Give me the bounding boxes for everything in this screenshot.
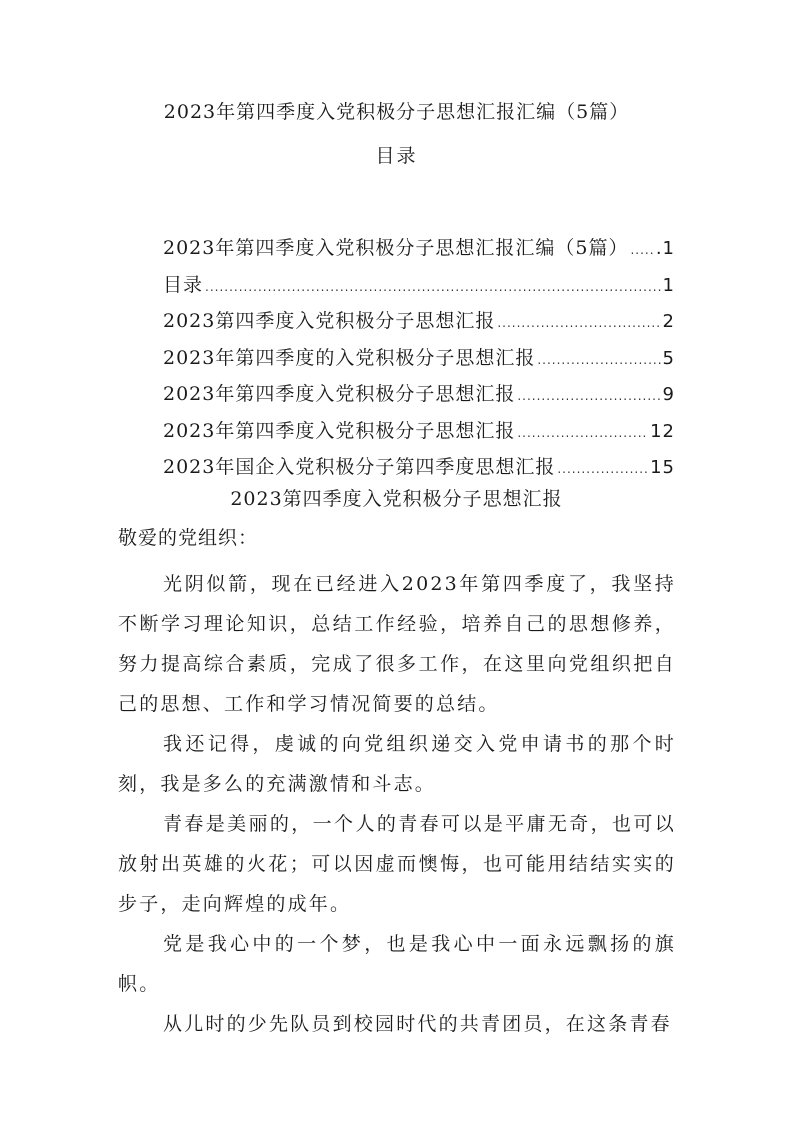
toc-entry-text: 2023年国企入党积极分子第四季度思想汇报 — [163, 456, 556, 478]
toc-entry-page: 1 — [662, 274, 675, 296]
toc-heading: 目录 — [375, 145, 418, 167]
toc-entry-page: 2 — [662, 311, 675, 332]
toc-entry[interactable] — [163, 413, 675, 450]
paragraph: 青春是美丽的，一个人的青春可以是平庸无奇，也可以放射出英雄的火花；可以因虚而懊悔，也可能用结结实实的步子，走向辉煌的成年。 — [118, 813, 676, 915]
toc-leader-dots — [630, 232, 653, 268]
paragraph: 党是我心中的一个梦，也是我心中一面永远飘扬的旗帜。 — [118, 933, 676, 995]
toc-leader-dots — [517, 378, 660, 414]
toc-leader-dots — [517, 415, 648, 451]
toc-leader-dots — [497, 305, 660, 341]
toc-entry[interactable] — [163, 230, 675, 267]
toc-entry[interactable] — [163, 303, 675, 340]
toc-entry-page: 12 — [650, 420, 675, 442]
table-of-contents — [163, 230, 675, 486]
toc-entry-text: 目录 — [163, 273, 204, 296]
toc-entry-page: 5 — [662, 347, 675, 369]
toc-entry-text: 2023年第四季度入党积极分子思想汇报汇编（5篇） — [163, 237, 629, 259]
toc-leader-dots — [557, 451, 648, 487]
salutation: 敬爱的党组织： — [118, 527, 259, 549]
section-title: 2023第四季度入党积极分子思想汇报 — [230, 488, 563, 510]
toc-entry[interactable] — [163, 340, 675, 377]
paragraph: 从儿时的少先队员到校园时代的共青团员，在这条青春 — [163, 1013, 672, 1035]
toc-entry[interactable] — [163, 376, 675, 413]
toc-entry-text: 2023第四季度入党积极分子思想汇报 — [163, 310, 496, 332]
toc-entry[interactable] — [163, 267, 675, 304]
paragraph: 我还记得，虔诚的向党组织递交入党申请书的那个时刻，我是多么的充满激情和斗志。 — [118, 733, 676, 795]
toc-entry-text: 2023年第四季度入党积极分子思想汇报 — [163, 383, 516, 405]
toc-entry-text: 2023年第四季度入党积极分子思想汇报 — [163, 419, 516, 442]
toc-entry-page: .1 — [655, 238, 675, 259]
toc-entry-text: 2023年第四季度的入党积极分子思想汇报 — [163, 346, 536, 369]
toc-entry-page: 15 — [650, 457, 675, 478]
toc-entry[interactable] — [163, 449, 675, 486]
toc-leader-dots — [537, 342, 660, 378]
document-title: 2023年第四季度入党积极分子思想汇报汇编（5篇） — [163, 101, 630, 123]
body-text — [118, 564, 676, 1044]
paragraph: 光阴似箭，现在已经进入2023年第四季度了，我坚持不断学习理论知识，总结工作经验，培养自己的思想修养，努力提高综合素质，完成了很多工作，在这里向党组织把自己的思想、工作和学习情况简要的总结。 — [118, 573, 676, 715]
toc-entry-page: 9 — [662, 384, 675, 405]
toc-leader-dots — [205, 269, 661, 305]
